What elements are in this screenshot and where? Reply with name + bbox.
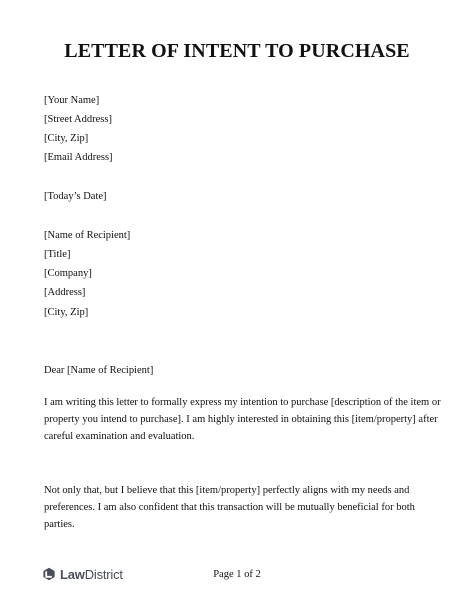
logo-text-bold: Law [60, 566, 85, 582]
body-paragraph-1: I am writing this letter to formally express my intention to purchase [description of the item or property you intend to purchase]. I am highly interested in obtaining this [item/property] after careful examination and evaluation. [44, 397, 441, 442]
document-title: LETTER OF INTENT TO PURCHASE [64, 40, 410, 62]
letter-date: [Today’s Date] [44, 191, 107, 202]
sender-email: [Email Address] [44, 152, 113, 163]
logo-text-light: District [84, 566, 123, 582]
salutation: Dear [Name of Recipient] [44, 365, 154, 376]
recipient-title: [Title] [44, 249, 71, 260]
page-number: Page 1 of 2 [213, 569, 261, 580]
sender-name: [Your Name] [44, 95, 100, 106]
recipient-address: [Address] [44, 287, 86, 298]
sender-city-zip: [City, Zip] [44, 133, 89, 144]
recipient-name: [Name of Recipient] [44, 230, 131, 241]
sender-street: [Street Address] [44, 114, 112, 125]
recipient-company: [Company] [44, 268, 92, 279]
recipient-city-zip: [City, Zip] [44, 307, 89, 318]
body-paragraph-2: Not only that, but I believe that this [item/property] perfectly aligns with my needs and preferences. I am also confident that this transaction will be mutually beneficial for both parties. [44, 485, 415, 530]
